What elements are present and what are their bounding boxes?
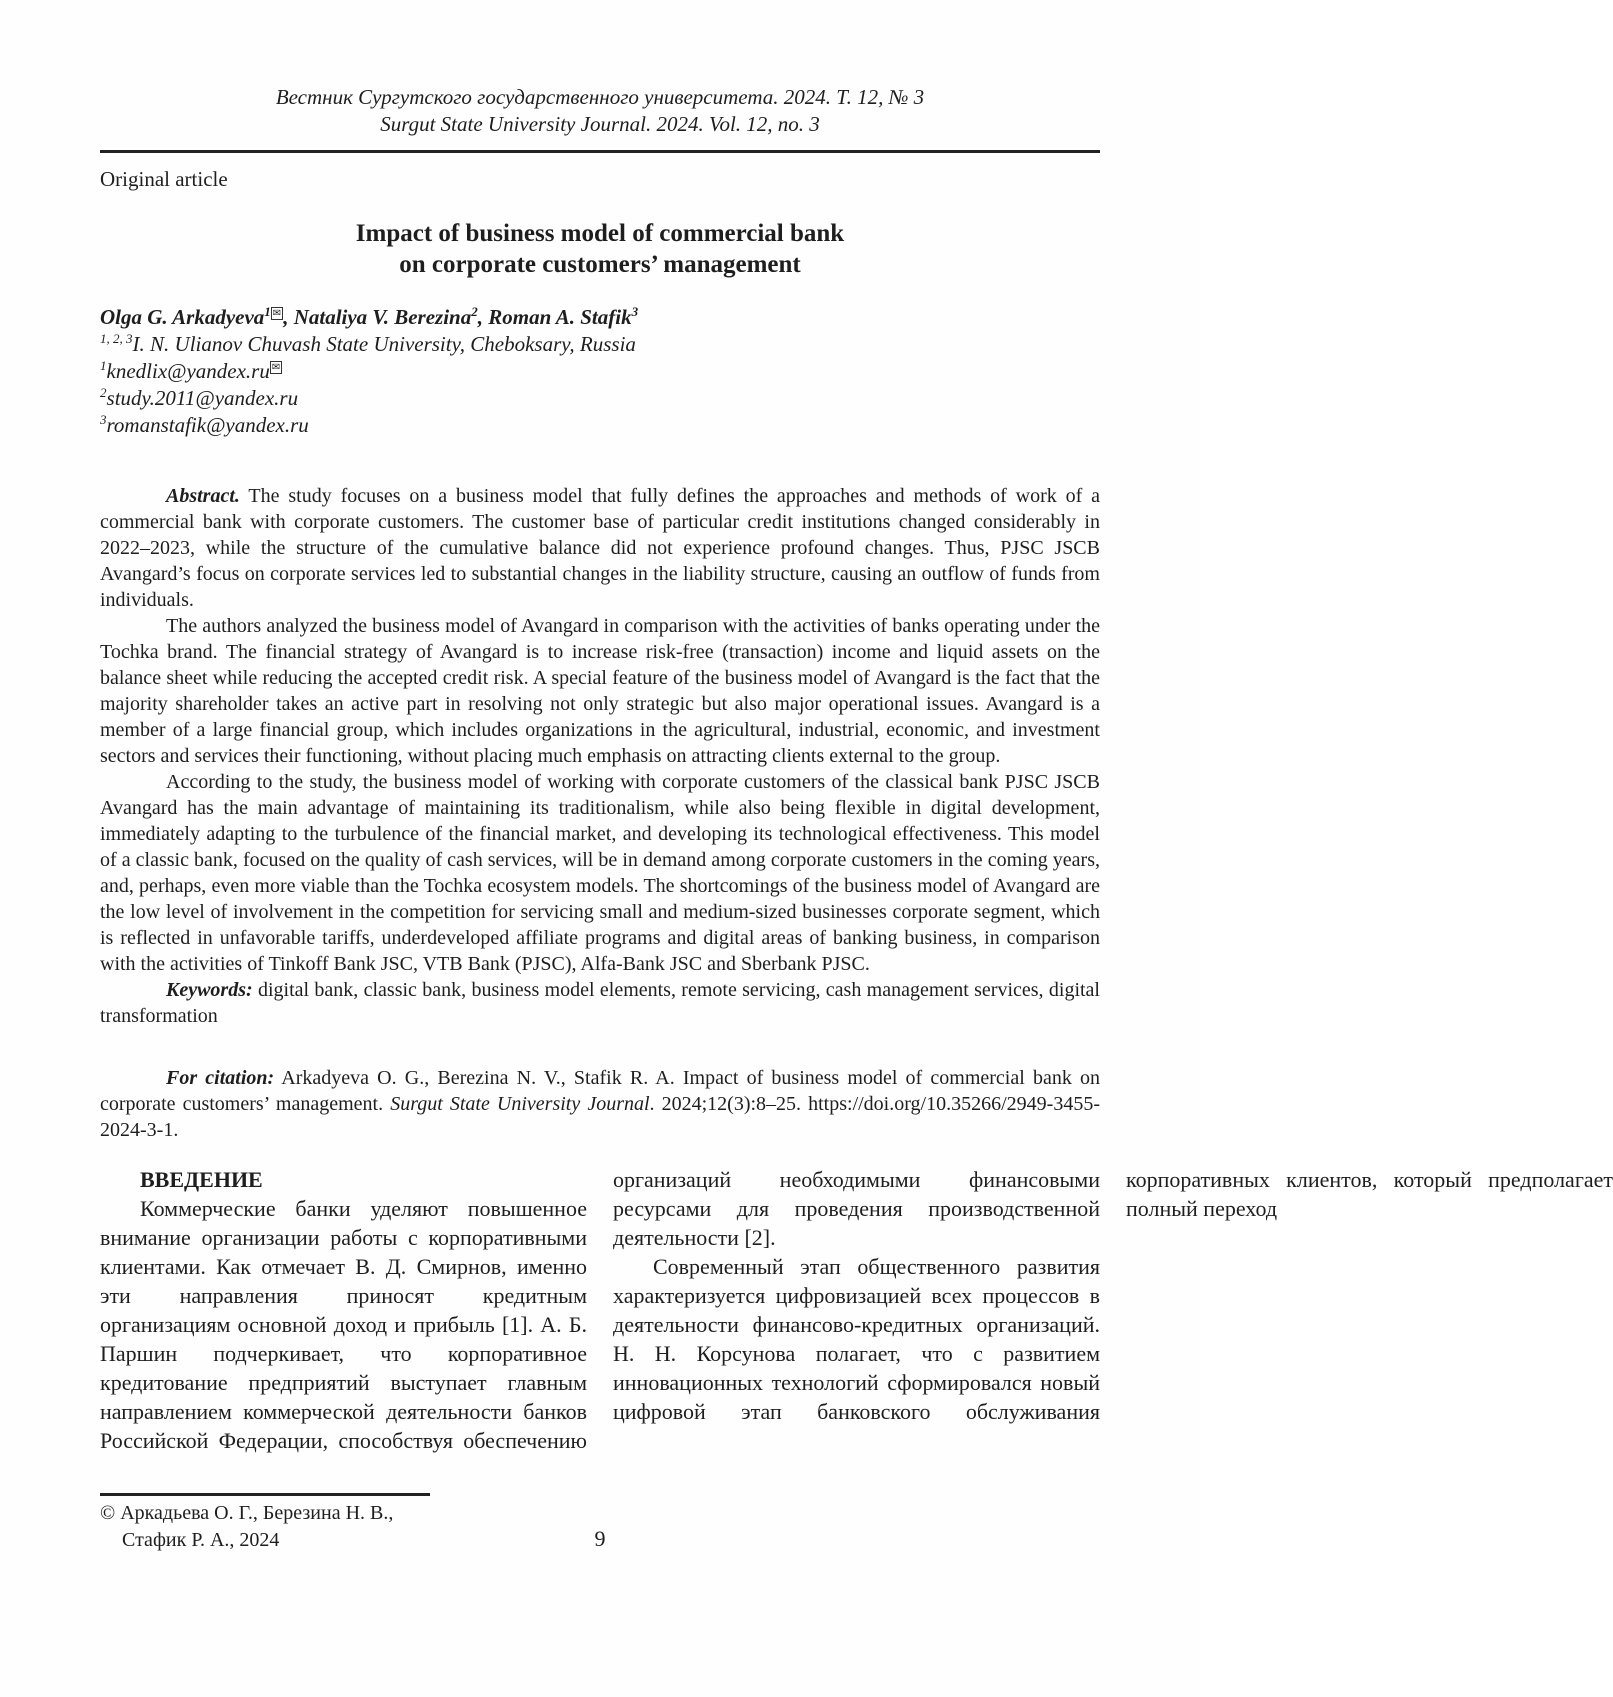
- affiliation-text: I. N. Ulianov Chuvash State University, Cheboksary, Russia: [132, 332, 636, 356]
- introduction-paragraph-1: Коммерческие банки уделяют повышенное внимание организации работы с корпоративными клиентами. Как отмечает В. Д. Смирнов, именно эти направления приносят кредитным организациям основной доход и прибыль [1]. А. Б. Паршин подчеркивает, что корпоративное кредитование предприятий выступает главным направлением коммерческой деятельности банков Российской Федерации, способствуя обеспечению организаций необходимыми финансовыми ресурсами для проведения производственной деятельности [2].: [100, 1167, 1100, 1453]
- email-2-sup: 2: [100, 385, 107, 400]
- header-divider: [100, 150, 1100, 153]
- introduction-paragraph-2: Современный этап общественного развития характеризуется цифровизацией всех процессов в деятельности финансово-кредитных организаций. Н. Н. Корсунова полагает, что с развитием инновационных технологий сформировался новый цифровой этап банковского обслуживания корпоративных клиентов, который предполагает полный переход: [613, 1167, 1613, 1424]
- citation-journal-name: Surgut State University Journal: [390, 1093, 650, 1115]
- keywords-label: Keywords:: [166, 979, 253, 1001]
- keywords-paragraph: [100, 977, 1100, 1029]
- copyright-line-1: © Аркадьева О. Г., Березина Н. В.,: [100, 1502, 394, 1524]
- corresponding-author-envelope-icon: ✉: [272, 308, 282, 319]
- citation-label: For citation:: [166, 1067, 275, 1089]
- abstract-paragraph-2: The authors analyzed the business model of Avangard in comparison with the activities of banks operating under the Tochka brand. The financial strategy of Avangard is to increase risk-free (transaction) income and liquid assets on the balance sheet while reducing the accepted credit risk. A special feature of the business model of Avangard is the fact that the majority shareholder takes an active part in resolving not only strategic but also major operational issues. Avangard is a member of a large financial group, which includes organizations in the agricultural, industrial, economic, and investment sectors and services their functioning, without placing much emphasis on attracting clients external to the group.: [100, 615, 1100, 767]
- author-1-name: Olga G. Arkadyeva: [100, 305, 265, 329]
- abstract-paragraph-3: According to the study, the business model of working with corporate customers of the classical bank PJSC JSCB Avangard has the main advantage of maintaining its traditionalism, while also being flexible in digital development, immediately adapting to the turbulence of the financial market, and developing its technological effectiveness. This model of a classic bank, focused on the quality of cash services, will be in demand among corporate customers in the coming years, and, perhaps, even more viable than the Tochka ecosystem models. The shortcomings of the business model of Avangard are the low level of involvement in the competition for servicing small and medium-sized businesses corporate segment, which is reflected in unfavorable tariffs, underdeveloped affiliate programs and digital areas of banking business, in comparison with the activities of Tinkoff Bank JSC, VTB Bank (PJSC), Alfa-Bank JSC and Sberbank PJSC.: [100, 771, 1100, 975]
- article-title-line-1: Impact of business model of commercial bank: [355, 220, 845, 247]
- page-footer: [100, 1493, 1100, 1554]
- author-separator-2: ,: [477, 305, 489, 329]
- copyright-line-2: Стафик Р. А., 2024: [122, 1529, 280, 1551]
- journal-header-line-en: Surgut State University Journal. 2024. Vol. 12, no. 3: [380, 112, 820, 136]
- email-line-2: [100, 385, 1100, 412]
- citation-text-pre: Arkadyeva O. G., Berezina N. V., Stafik R. A. Impact of business model of commercial bank on corporate customers’ management.: [100, 1067, 1100, 1115]
- author-1-affiliation-sup: 1: [264, 304, 271, 319]
- article-type-label: Original article: [100, 167, 228, 191]
- author-2-name: Nataliya V. Berezina: [293, 305, 472, 329]
- affiliation-line: [100, 331, 1100, 358]
- abstract-section: [100, 483, 1100, 1029]
- introduction-section: [100, 1165, 1613, 1477]
- citation-section: [100, 1065, 1100, 1143]
- abstract-label: Abstract.: [166, 485, 240, 507]
- page-number: 9: [594, 1526, 606, 1551]
- introduction-heading: ВВЕДЕНИЕ: [140, 1167, 263, 1192]
- author-3-affiliation-sup: 3: [631, 304, 639, 319]
- footer-divider: [100, 1493, 430, 1496]
- author-3-name: Roman A. Stafik: [488, 305, 632, 329]
- authors-line: [100, 304, 1100, 331]
- email-2-address: study.2011@yandex.ru: [106, 386, 299, 410]
- keywords-text: digital bank, classic bank, business model elements, remote servicing, cash management services, digital transformation: [100, 979, 1100, 1027]
- email-line-3: [100, 412, 1100, 439]
- citation-paragraph: [100, 1065, 1100, 1143]
- email-1-sup: 1: [100, 358, 107, 373]
- email-3-address: romanstafik@yandex.ru: [106, 413, 309, 437]
- journal-header: [100, 84, 1100, 138]
- email-3-sup: 3: [100, 412, 107, 427]
- journal-header-line-ru: Вестник Сургутского государственного университета. 2024. Т. 12, № 3: [275, 85, 925, 109]
- page-content: [100, 0, 1613, 1554]
- email-1-envelope-icon: ✉: [271, 362, 281, 373]
- email-1-address: knedlix@yandex.ru: [106, 359, 270, 383]
- article-title-line-2: on corporate customers’ management: [399, 251, 801, 278]
- email-line-1: [100, 358, 1100, 385]
- affiliation-sup: 1, 2, 3: [100, 331, 133, 346]
- article-title: [100, 218, 1100, 280]
- author-2-affiliation-sup: 2: [471, 304, 478, 319]
- abstract-paragraph-1-text: The study focuses on a business model that fully defines the approaches and methods of work of a commercial bank with corporate customers. The customer base of particular credit institutions changed considerably in 2022–2023, while the structure of the cumulative balance did not experience profound changes. Thus, PJSC JSCB Avangard’s focus on corporate services led to substantial changes in the liability structure, causing an outflow of funds from individuals.: [100, 485, 1101, 611]
- abstract-paragraph-1: [100, 483, 1100, 613]
- author-separator-1: ,: [283, 305, 294, 329]
- citation-text-post: . 2024;12(3):8–25. https://doi.org/10.35266/2949-3455-2024-3-1.: [100, 1093, 1100, 1141]
